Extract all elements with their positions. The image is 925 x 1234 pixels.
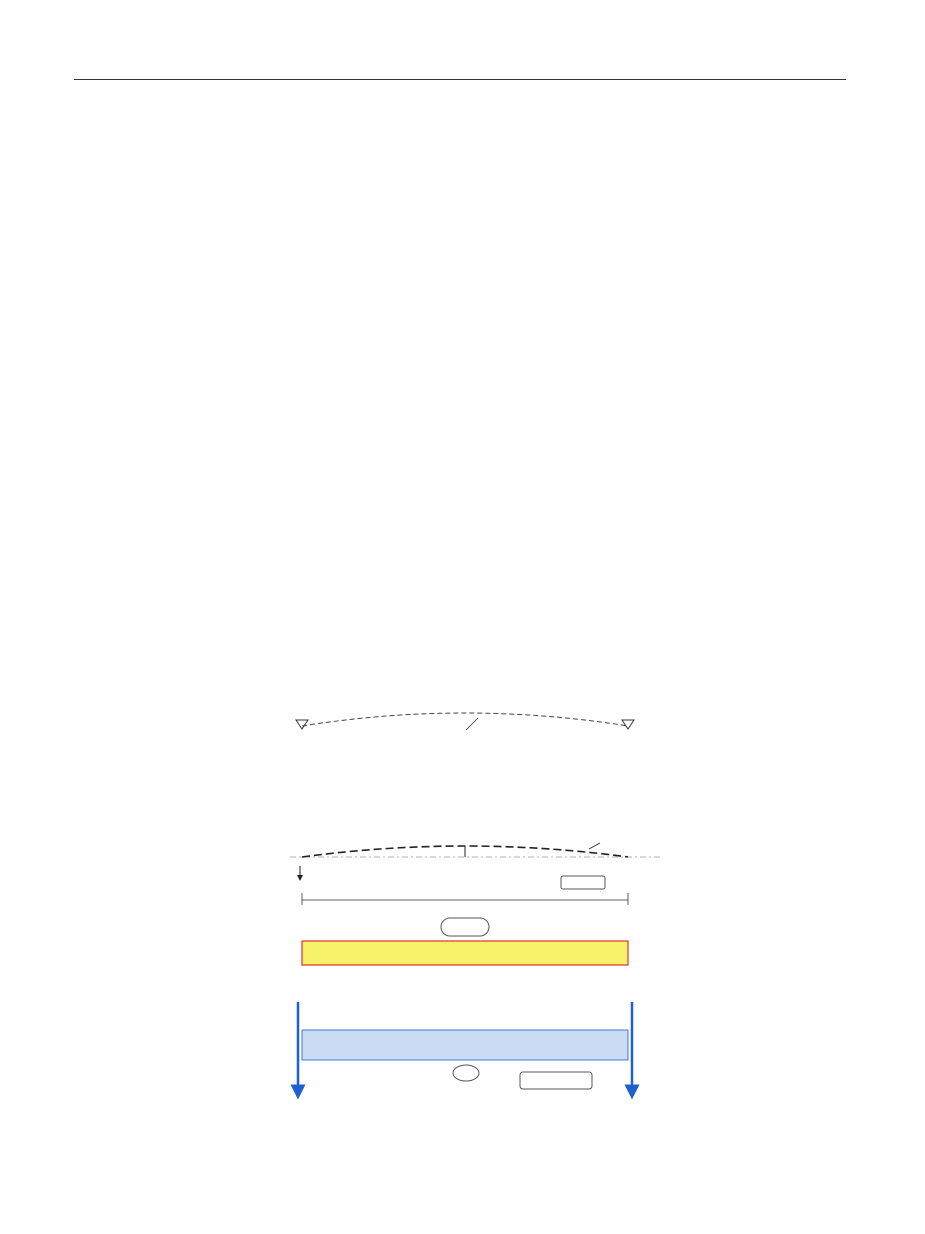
s-eq-box [561,876,605,889]
label-1-leader [589,843,600,849]
imperfection-load-block [302,1030,628,1060]
axial-force-diagram [302,941,628,965]
q-formula-box [520,1072,592,1089]
support-right [622,720,634,729]
support-left [296,720,308,729]
deflection-curve [302,713,628,726]
delta-leader [466,718,478,730]
N1x-tag [441,918,489,936]
qd1-tag [453,1065,479,1081]
